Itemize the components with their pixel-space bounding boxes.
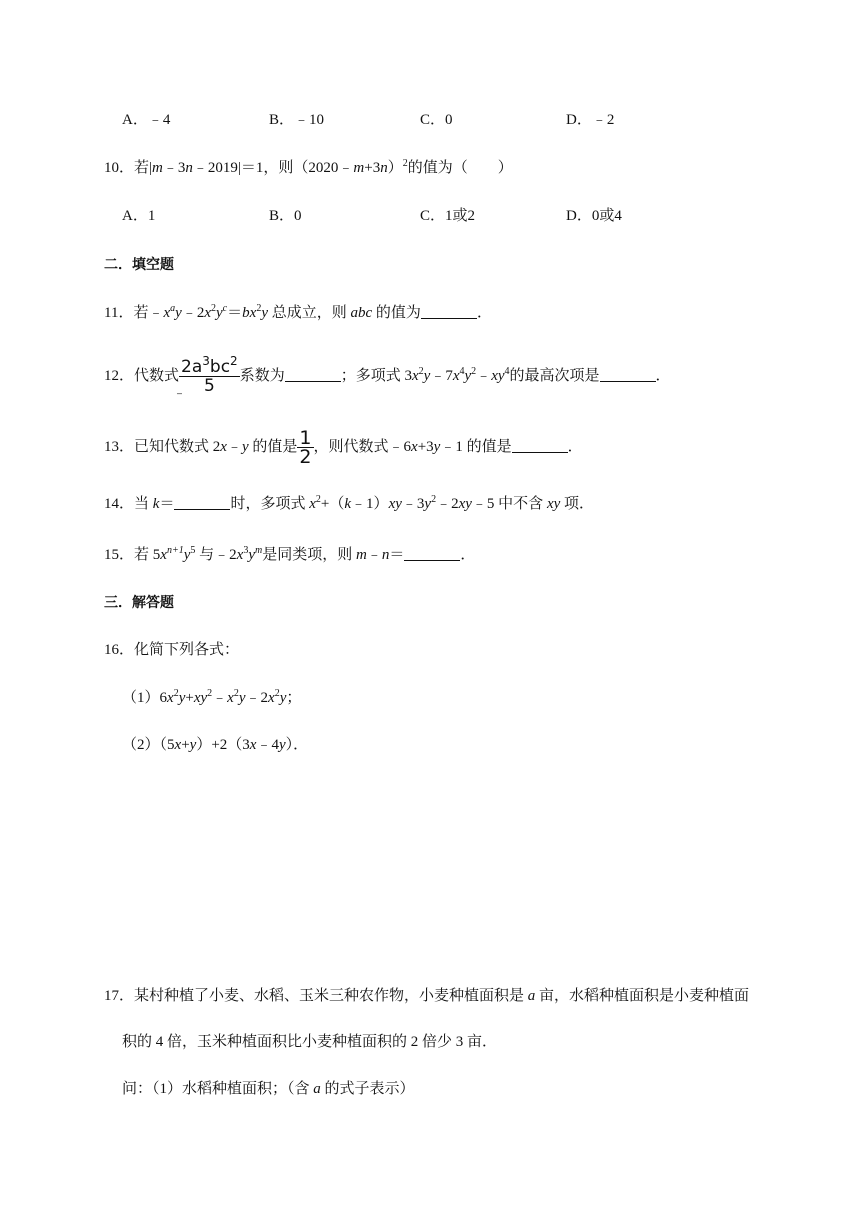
var: x (227, 690, 234, 706)
var: x (167, 690, 174, 706)
fraction-numerator: 1 (299, 427, 312, 450)
section-heading-fill-in: 二．填空题 (104, 256, 174, 272)
q9-option-a: A．﹣4 (122, 112, 171, 128)
question-number: 10． (104, 160, 135, 176)
q9-option-c: C．0 (420, 112, 453, 128)
text: 若 5 (134, 547, 161, 563)
var: k (344, 496, 352, 512)
var: xy (491, 368, 505, 384)
var: xy (193, 690, 208, 706)
text: ﹣2 (181, 305, 205, 321)
text: ，则代数式﹣6 (313, 439, 412, 455)
exponent: 2 (418, 366, 424, 377)
text: ． (567, 439, 583, 455)
question-17-line-3 (122, 1079, 415, 1099)
var: y (433, 439, 441, 455)
q9-option-d: D．﹣2 (566, 112, 615, 128)
text: ﹣4 (256, 737, 279, 753)
text: +3 (417, 439, 434, 455)
fraction-denominator: 2 (299, 446, 312, 469)
text: 时，多项式 (230, 496, 310, 512)
text: 2a (181, 357, 203, 378)
var: y (238, 690, 246, 706)
exponent: 2 (207, 688, 213, 699)
answer-blank[interactable] (421, 304, 477, 319)
text: ； (286, 690, 302, 706)
answer-blank[interactable] (285, 367, 341, 382)
text: ＝ (227, 305, 243, 321)
var: y (241, 439, 249, 455)
text: ＝ (159, 496, 175, 512)
text: ﹣2019|＝1，则（2020﹣ (192, 160, 354, 176)
var: x (236, 547, 244, 563)
text: 的式子表示） (320, 1081, 415, 1097)
text: + (185, 690, 194, 706)
text: ﹣1） (351, 496, 389, 512)
question-17-line-2: 积的 4 倍，玉米种植面积比小麦种植面积的 2 倍少 3 亩． (122, 1034, 498, 1050)
fraction (173, 354, 240, 402)
var: y (183, 547, 191, 563)
var: y (424, 496, 432, 512)
var: x (452, 368, 460, 384)
text: 系数为 (239, 368, 285, 384)
var: y (423, 368, 431, 384)
exponent: 3 (202, 354, 210, 369)
text: （2）（5 (122, 737, 175, 753)
var-n: n (185, 160, 193, 176)
question-16-part-1 (122, 688, 301, 708)
exponent: 2 (274, 688, 280, 699)
q10-option-a: A．1 (122, 208, 156, 224)
exponent: 2 (211, 303, 216, 314)
text: 问：（1）水稻种植面积；（含 (122, 1081, 314, 1097)
var: xy (458, 496, 472, 512)
var: y (189, 737, 197, 753)
var: a (527, 988, 536, 1004)
text: 的值为 (375, 305, 421, 321)
text: ﹣3 (401, 496, 425, 512)
question-12 (104, 354, 671, 402)
text: 的最高次项是 (509, 368, 600, 384)
text: ；多项式 3 (340, 368, 412, 384)
text: 当 (134, 496, 153, 512)
question-number: 12． (104, 368, 135, 384)
var: k (152, 496, 160, 512)
exponent: n+1 (166, 545, 184, 556)
question-13 (104, 424, 583, 470)
var: xy (388, 496, 402, 512)
text: ． (476, 305, 492, 321)
question-15 (104, 545, 475, 565)
text: 已知代数式 2 (134, 439, 221, 455)
var: x (411, 439, 418, 455)
var: x (268, 690, 275, 706)
text: 的值是 (252, 439, 298, 455)
exponent: 4 (504, 366, 510, 377)
question-number: 15． (104, 547, 135, 563)
text: 化简下列各式： (134, 642, 240, 658)
text: （1）6 (122, 690, 168, 706)
question-11 (104, 303, 492, 323)
text: ）． (285, 737, 309, 753)
var: x (160, 547, 167, 563)
var: m (355, 547, 367, 563)
exponent: c (222, 303, 228, 314)
var: x (174, 737, 182, 753)
var: xy (546, 496, 561, 512)
var: n (381, 547, 390, 563)
text: 是同类项，则 (262, 547, 356, 563)
fraction-denominator: 5 (179, 376, 240, 395)
var: x (204, 305, 211, 321)
text: 的值为（ ） (407, 160, 513, 176)
var: y (464, 368, 472, 384)
exponent: 5 (190, 545, 196, 556)
text: ﹣5 中不含 (471, 496, 547, 512)
text: 总成立，则 (271, 305, 347, 321)
text: ﹣1 的值是 (440, 439, 512, 455)
question-number: 14． (104, 496, 135, 512)
var: b (242, 305, 250, 321)
answer-blank[interactable] (404, 546, 460, 561)
var: x (411, 368, 419, 384)
var: y (278, 737, 286, 753)
exponent: 2 (233, 688, 239, 699)
text: bc (209, 357, 231, 378)
question-17-line-1 (104, 986, 749, 1006)
var: y (279, 690, 287, 706)
question-number: 13． (104, 439, 135, 455)
exponent: a (170, 303, 176, 314)
var: x (220, 439, 227, 455)
var: y (175, 305, 182, 321)
exponent: 2 (230, 354, 238, 369)
exponent: 2 (315, 494, 321, 505)
text: + (181, 737, 190, 753)
var-m: m (353, 160, 365, 176)
question-14 (104, 494, 594, 514)
var: x (249, 737, 257, 753)
text: ﹣2 (436, 496, 459, 512)
q10-option-b: B．0 (269, 208, 302, 224)
text: ﹣2 (245, 690, 269, 706)
question-16 (104, 640, 239, 660)
text: ﹣ (476, 368, 492, 384)
question-number: 11． (104, 305, 134, 321)
text: ＝ (389, 547, 405, 563)
answer-blank[interactable] (512, 438, 568, 453)
exponent: 2 (431, 494, 437, 505)
text: ﹣ (226, 439, 242, 455)
exponent: 2 (471, 366, 477, 377)
text: 与﹣2 (199, 547, 237, 563)
question-10 (104, 158, 513, 178)
text: ﹣3 (162, 160, 186, 176)
var: y (216, 305, 223, 321)
text: 若﹣ (133, 305, 164, 321)
text: +（ (320, 496, 345, 512)
text: ﹣ (212, 690, 228, 706)
question-number: 16． (104, 642, 135, 658)
question-number: 17． (104, 988, 135, 1004)
text: ﹣7 (430, 368, 453, 384)
minus-sign: ﹣ (173, 386, 187, 402)
exponent: 4 (459, 366, 465, 377)
text: ． (460, 547, 476, 563)
fraction-numerator (179, 354, 240, 378)
var: y (261, 305, 268, 321)
text: ） (387, 160, 403, 176)
text: ﹣ (366, 547, 382, 563)
q9-option-b: B．﹣10 (269, 112, 325, 128)
var: y (178, 690, 186, 706)
q10-option-d: D．0或4 (566, 208, 622, 224)
text: +3 (364, 160, 381, 176)
question-16-part-2 (122, 735, 308, 755)
text: ）+2（3 (196, 737, 250, 753)
var: abc (350, 305, 373, 321)
fraction (297, 427, 313, 469)
section-heading-solve: 三．解答题 (104, 594, 174, 610)
text: ． (655, 368, 671, 384)
answer-blank[interactable] (600, 367, 656, 382)
exponent: 2 (402, 158, 408, 169)
q10-option-c: C．1或2 (420, 208, 476, 224)
exponent: m (254, 545, 263, 556)
var-m: m (152, 160, 163, 176)
var-n: n (380, 160, 388, 176)
exponent: 2 (256, 303, 262, 314)
text: 项． (564, 496, 595, 512)
exponent: 2 (173, 688, 179, 699)
var: a (313, 1081, 321, 1097)
var: x (309, 496, 316, 512)
text: 某村种植了小麦、水稻、玉米三种农作物，小麦种植面积是 (134, 988, 528, 1004)
var: y (248, 547, 255, 563)
text: 亩，水稻种植面积是小麦种植面 (535, 988, 750, 1004)
answer-blank[interactable] (174, 495, 230, 510)
text: 代数式 (134, 368, 180, 384)
var: x (249, 305, 257, 321)
text: 若| (134, 160, 153, 176)
var: x (163, 305, 171, 321)
exponent: 3 (243, 545, 249, 556)
